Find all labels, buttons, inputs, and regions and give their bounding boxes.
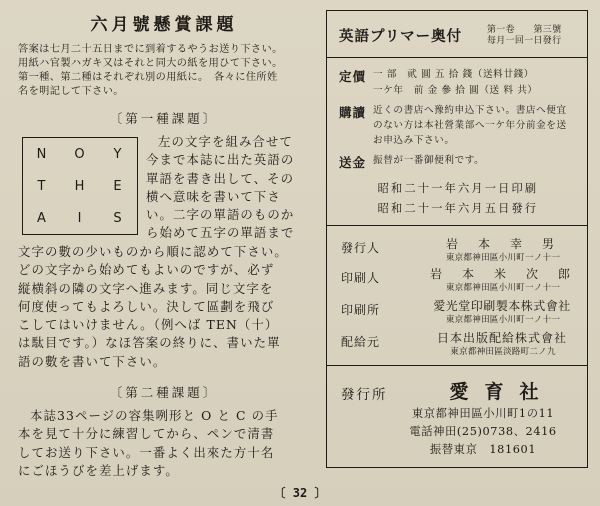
text-line: は駄目です。）なほ答案の終りに、書いた單 [18,335,281,351]
grid-cell: Y [113,146,123,162]
issue-volume: 第一卷 第三號 [487,25,562,35]
printshop-address: 東京都神田區小川町一ノ十一 [445,315,561,325]
distributor-label: 配給元 [341,335,381,349]
puzzle-instructions [146,133,312,243]
colophon-box [326,10,588,468]
issue-info [487,25,587,47]
publishing-house-address: 東京都神田區小川町1の11 [411,407,555,420]
colophon-header [327,11,587,55]
grid-cell: N [36,146,48,162]
text-line: 單語を書き出して、その [146,170,295,186]
text-line: どの文字から始めてもよいのですが、必ず [18,262,275,278]
publishing-house-phone: 電話神田(25)0738、2416 [409,425,557,438]
grid-cell: S [113,210,123,226]
contest-column [18,6,310,480]
text-line: こしてはいけません。（例へば TEN（十） [18,317,279,333]
text-line: 語の數を書いて下さい。 [18,353,167,369]
text-line: してお送り下さい。一番よく出來た方十名 [18,444,275,460]
text-line: 何度使ってもよろしい。決して區劃を飛び [18,298,275,314]
grid-cell: I [77,210,83,226]
grid-cell: O [74,146,86,162]
printer-address: 東京都神田區小川町一ノ十一 [445,283,561,293]
text-line: 縦横斜の隣の文字へ進みます。同じ文字を [18,280,274,296]
text-line: 左の文字を組み合せて [158,134,293,149]
publisher-name: 岩 本 幸 男 [445,237,558,251]
divider [327,225,587,226]
page-number: 〔 32 〕 [273,486,327,500]
issue-date: 昭和二十一年六月五日發行 [377,202,539,215]
price-label: 定價 [339,69,367,84]
divider [327,365,587,366]
publisher-label: 發行人 [341,241,381,255]
grid-cell: H [74,178,86,194]
notice-line: 第一種、第二種はそれぞれ別の用紙に。 各々に住所姓 [18,72,278,83]
printer-label: 印刷人 [341,271,381,285]
notice-line: 用紙ハ官製ハガキ又はそれと同大の紙を用ひて下さい。 [18,58,283,69]
contest-notice [18,43,310,99]
text-line: 文字の數の少いものから順に認めて下さい。 [18,244,288,259]
contest-title: 六月號懸賞課題 [90,15,238,35]
subscription-line: お申込み下さい。 [373,135,455,146]
price-single: 一 部 貮 圓 五 拾 錢（送料廿錢） [373,69,534,80]
letter-puzzle [18,133,310,243]
publisher-address: 東京都神田區小川町一ノ十一 [445,253,561,263]
text-line: にごほうびを差上げます。 [18,462,179,478]
text-line: 本誌33ページの容集咧形と O と C の手 [30,408,279,424]
remittance-text: 振替が一番御便利です。 [373,155,485,166]
notice-line: 名を明記して下さい。 [18,86,124,97]
section1-heading: 〔第一種課題〕 [109,111,219,126]
publishing-house-label: 發行所 [341,387,388,403]
text-line: 本を見て十分に練習してから、ペンで清書 [18,426,275,442]
subscription-line: 近くの書店へ豫約申込下さい。書店へ便宜 [373,105,567,116]
grid-cell: T [37,178,47,194]
section2-heading: 〔第二種課題〕 [109,385,219,401]
section1-body [18,243,310,371]
publishing-house-name: 愛育社 [449,381,555,403]
text-line: い。二字の單語のものか [146,207,295,223]
subscription-label: 購讀 [339,105,367,120]
distributor-name: 日本出版配給株式會社 [436,331,567,345]
printer-name: 岩 本 米 次 郎 [429,267,574,281]
publishing-house-transfer: 振替東京 181601 [429,443,537,456]
divider [327,57,587,58]
distributor-address: 東京都神田區淡路町二ノ九 [450,347,556,357]
remittance-label: 送金 [339,155,367,170]
printshop-label: 印刷所 [341,303,381,317]
letter-grid [22,137,138,235]
text-line: 今まで本誌に出た英語の [146,152,295,168]
printshop-name: 愛光堂印刷製本株式會社 [433,299,571,313]
notice-line: 答案は七月二十五日までに到着するやうお送り下さい。 [18,44,283,55]
print-date: 昭和二十一年六月一日印刷 [377,182,539,195]
issue-frequency: 每月一回一日發行 [487,36,562,46]
grid-cell: E [113,178,123,194]
colophon-title: 英語プリマー奥付 [339,28,463,45]
text-line: 横へ意味を書いて下さ [146,188,281,204]
subscription-line: のない方は本社營業部へ一ケ年分前金を送 [373,120,567,131]
price-annual: 一ケ年 前 金 參 拾 圓（送 料 共） [373,85,538,96]
grid-cell: A [37,210,47,226]
text-line: ら始めて五字の單語まで [146,225,295,241]
section2-body [18,407,310,480]
